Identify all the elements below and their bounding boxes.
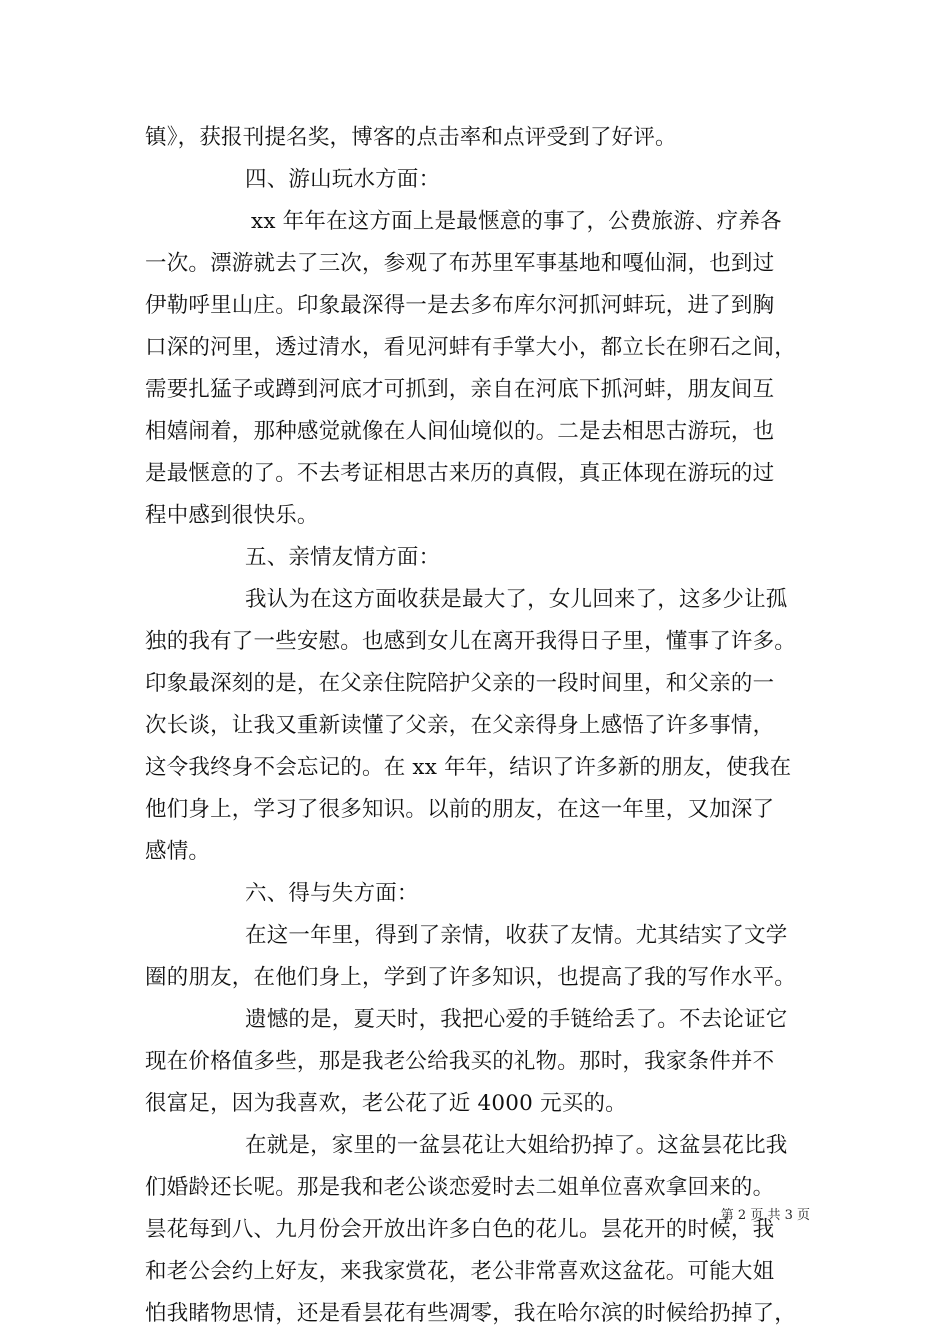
page-number: 第 2 页 共 3 页 <box>720 1208 810 1223</box>
text-line: 在这一年里，得到了亲情，收获了友情。尤其结实了文学 <box>245 923 788 948</box>
text-line: 在就是，家里的一盆昙花让大姐给扔掉了。这盆昙花比我 <box>245 1133 788 1158</box>
text-line: 和老公会约上好友，来我家赏花，老公非常喜欢这盆花。可能大姐 <box>145 1259 775 1284</box>
text-line: 伊勒呼里山庄。印象最深得一是去多布库尔河抓河蚌玩，进了到胸 <box>145 293 775 318</box>
section-heading-family: 五、亲情友情方面： <box>245 545 441 570</box>
text-line: 口深的河里，透过清水，看见河蚌有手掌大小，都立长在卵石之间， <box>145 335 797 360</box>
text-line: 相嬉闹着，那种感觉就像在人间仙境似的。二是去相思古游玩，也 <box>145 419 775 444</box>
text-line: 昙花每到八、九月份会开放出许多白色的花儿。昙花开的时候，我 <box>145 1217 775 1242</box>
text-line: 印象最深刻的是，在父亲住院陪护父亲的一段时间里，和父亲的一 <box>145 671 775 696</box>
text-line: 这令我终身不会忘记的。在 xx 年年，结识了许多新的朋友，使我在 <box>145 755 792 780</box>
section-heading-gain-loss: 六、得与失方面： <box>245 881 419 906</box>
text-line: 们婚龄还长呢。那是我和老公谈恋爱时去二姐单位喜欢拿回来的。 <box>145 1175 775 1200</box>
text-line: 感情。 <box>145 839 211 864</box>
text-line: 我认为在这方面收获是最大了，女儿回来了，这多少让孤 <box>245 587 788 612</box>
text-line: 是最惬意的了。不去考证相思古来历的真假，真正体现在游玩的过 <box>145 461 775 486</box>
text-line: 怕我睹物思情，还是看昙花有些凋零，我在哈尔滨的时候给扔掉了， <box>145 1301 797 1326</box>
document-body <box>145 117 825 1335</box>
text-line: 程中感到很快乐。 <box>145 503 319 528</box>
text-line: xx 年年在这方面上是最惬意的事了，公费旅游、疗养各 <box>251 209 782 234</box>
text-line: 一次。漂游就去了三次，参观了布苏里军事基地和嘎仙洞，也到过 <box>145 251 775 276</box>
text-line: 很富足，因为我喜欢，老公花了近 4000 元买的。 <box>145 1091 627 1116</box>
text-line: 镇》，获报刊提名奖，博客的点击率和点评受到了好评。 <box>145 125 677 150</box>
text-line: 现在价格值多些，那是我老公给我买的礼物。那时，我家条件并不 <box>145 1049 775 1074</box>
section-heading-travel: 四、游山玩水方面： <box>245 167 441 192</box>
text-line: 遗憾的是，夏天时，我把心爱的手链给丢了。不去论证它 <box>245 1007 788 1032</box>
text-line: 次长谈，让我又重新读懂了父亲，在父亲得身上感悟了许多事情， <box>145 713 775 738</box>
text-line: 需要扎猛子或蹲到河底才可抓到，亲自在河底下抓河蚌，朋友间互 <box>145 377 775 402</box>
text-line: 独的我有了一些安慰。也感到女儿在离开我得日子里，懂事了许多。 <box>145 629 797 654</box>
text-line: 他们身上，学习了很多知识。以前的朋友，在这一年里，又加深了 <box>145 797 775 822</box>
text-line: 圈的朋友，在他们身上，学到了许多知识，也提高了我的写作水平。 <box>145 965 797 990</box>
